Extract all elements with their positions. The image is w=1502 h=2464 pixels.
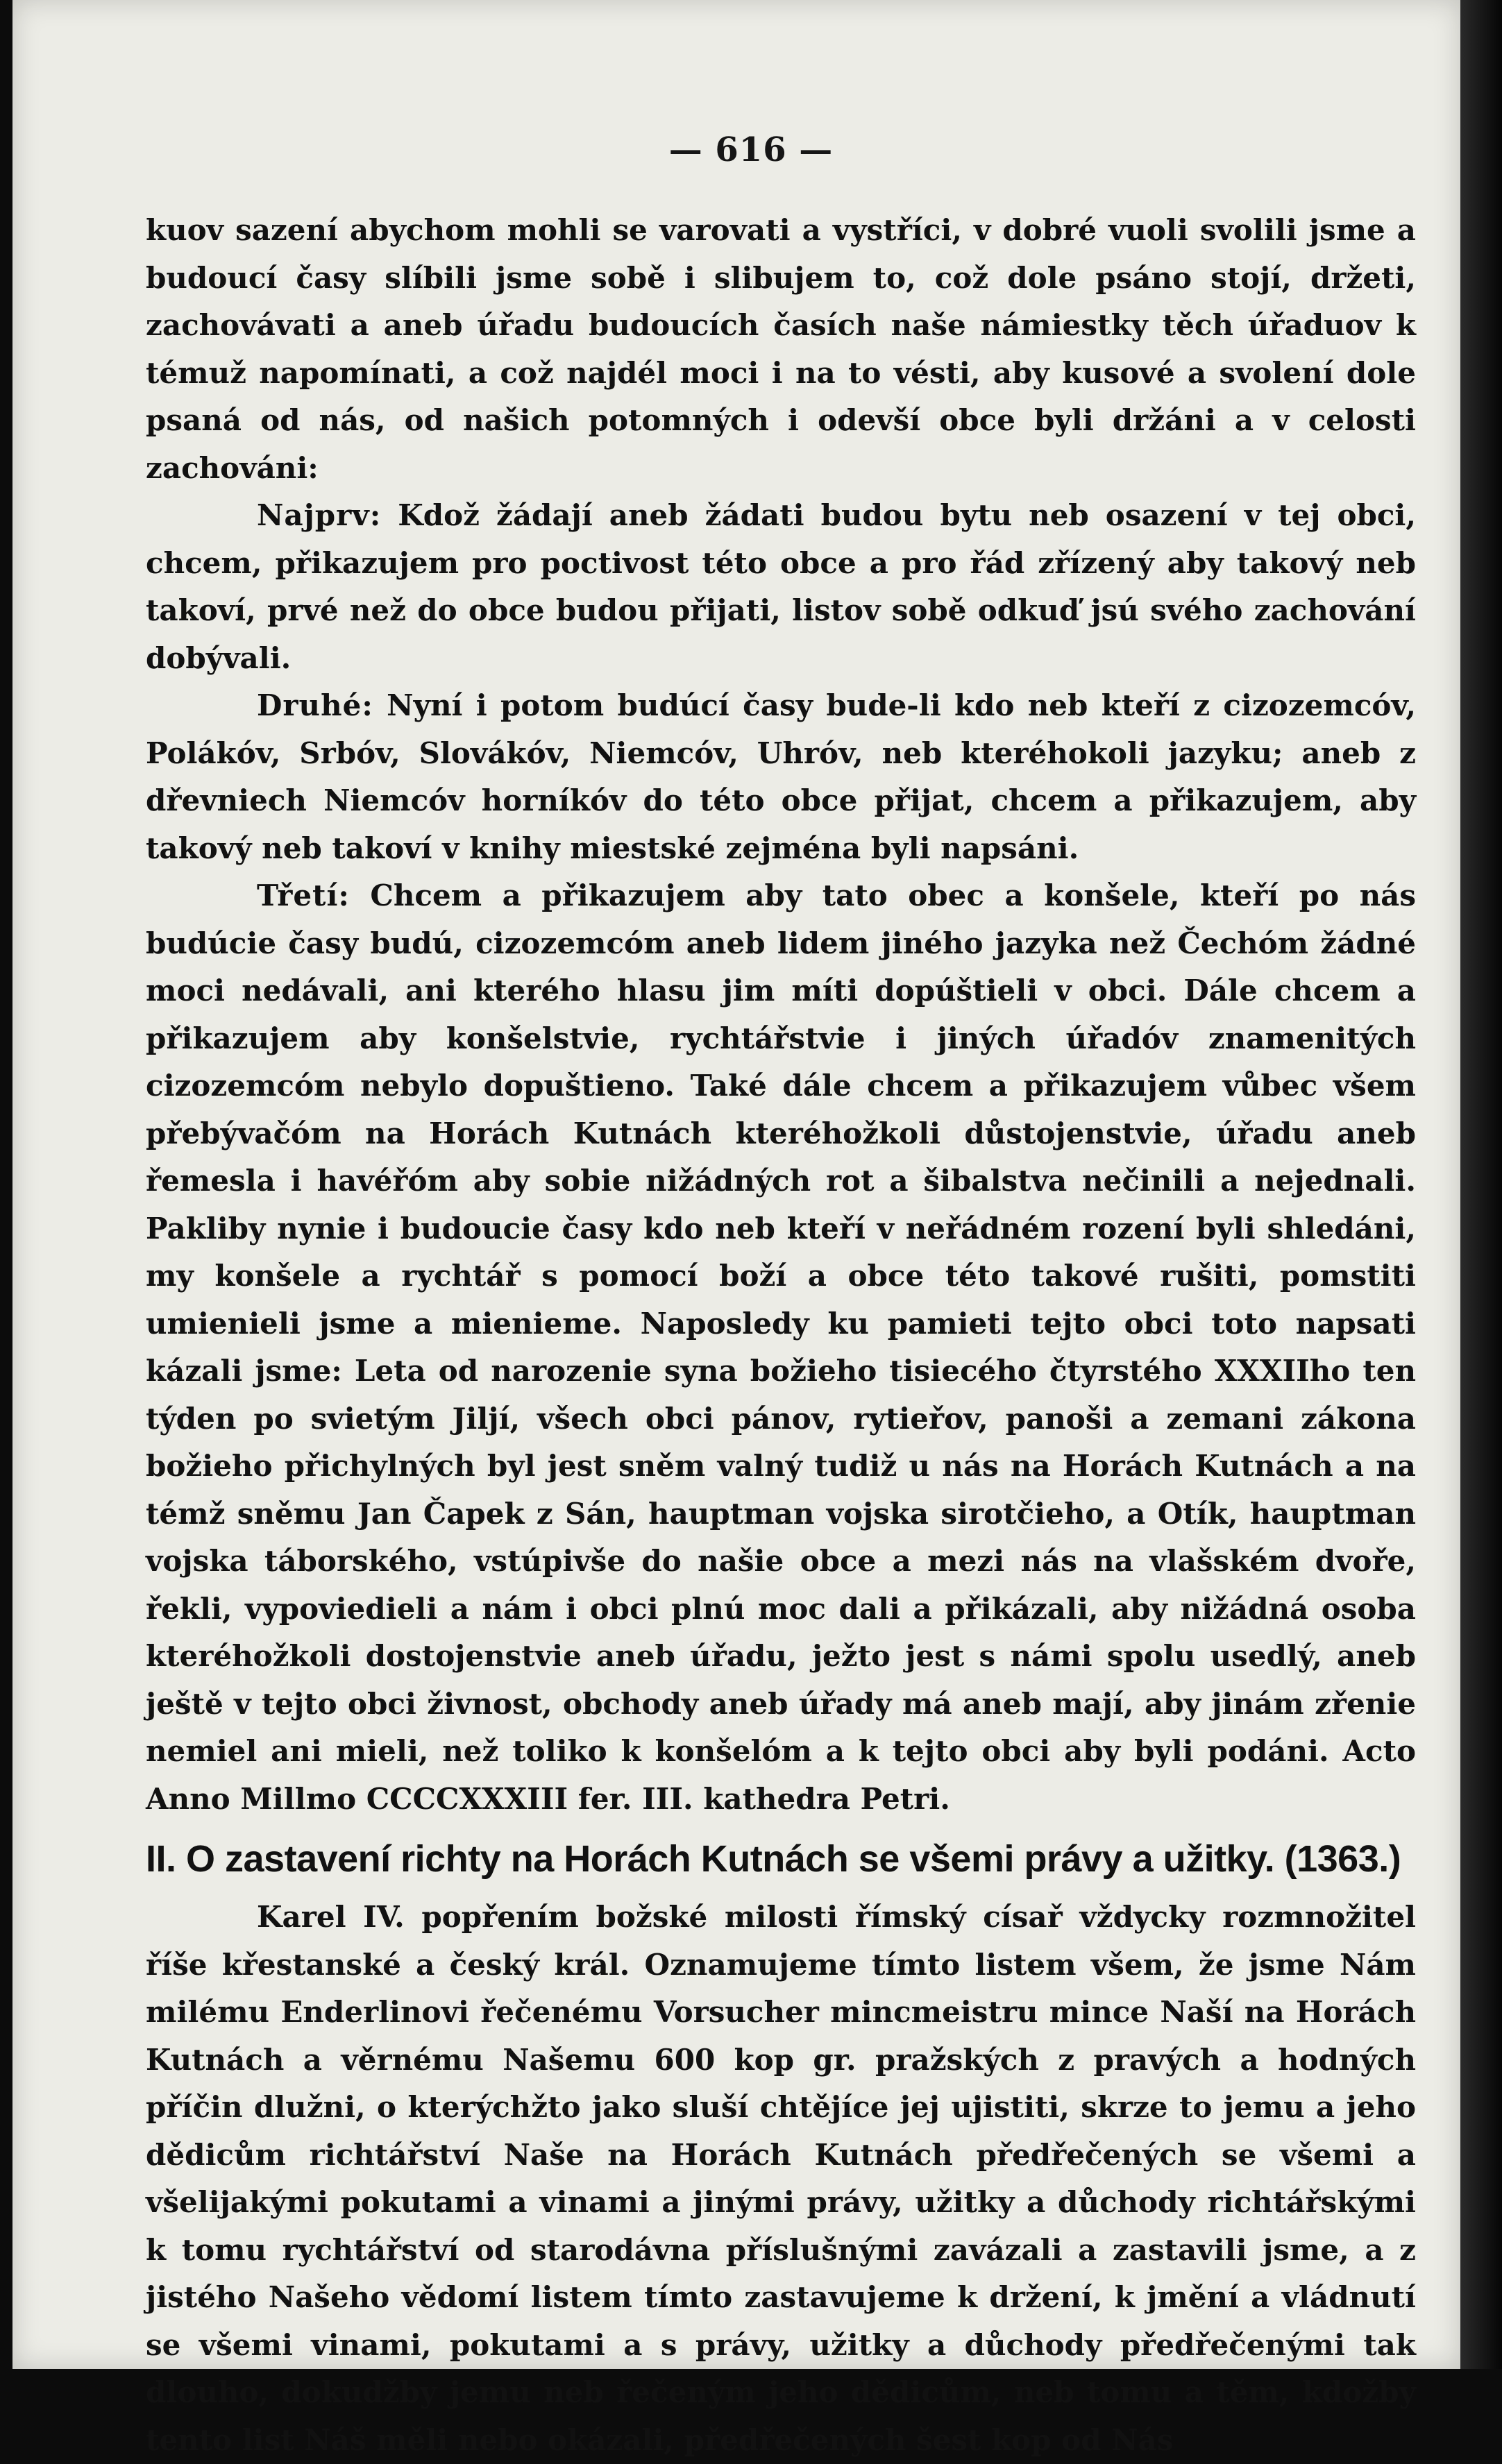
paragraph-lead: Najprv: bbox=[257, 498, 382, 532]
paragraph-lead: Třetí: bbox=[257, 878, 350, 912]
paragraph-text: Nyní i potom budúcí časy bude-li kdo neb kteří z cizozemcóv, Polákóv, Srbóv, Slovákóv, Niemcóv, Uhróv, neb kteréhokoli jazyku; aneb z dřevniech Niemcóv horníkóv do této obce přijat, chcem a přikazujem, aby takový neb takoví v knihy miestské zejména byli napsáni. bbox=[146, 688, 1417, 865]
paragraph-continuation bbox=[146, 207, 1416, 492]
paragraph-text: kuov sazení abychom mohli se varovati a vystříci, v dobré vuoli svolili jsme a budoucí časy slíbili jsme sobě i slibujem to, což dole psáno stojí, držeti, zachovávati a aneb úřadu budoucích časích naše námiestky těch úřaduov k témuž napomínati, a což najdél moci i na to vésti, aby kusové a svolení dole psaná od nás, od našich potomných i odevší obce byli držáni a v celosti zachováni: bbox=[146, 213, 1416, 485]
paragraph-najprv bbox=[146, 492, 1416, 682]
paragraph-text: Karel IV. popřením božské milosti římský císař vždycky rozmnožitel říše křestanské a český král. Oznamujeme tímto listem všem, že jsme Nám milému Enderlinovi řečenému Vorsucher mincmeistru mince Naší na Horách Kutnách a věrnému Našemu 600 kop gr. pražských z pravých a hodných příčin dlužni, o kterýchžto jako sluší chtějíce jej ujistiti, skrze to jemu a jeho dědicům richtářství Naše na Horách Kutnách předřečených se všemi a všelijakými pokutami a vinami a jinými právy, užitky a důchody richtářskými k tomu rychtářství od starodávna příslušnými zavázali a zastavili jsme, a z jistého Našeho vědomí listem tímto zastavujeme k držení, k jmění a vládnutí se všemi vinami, pokutami a s právy, užitky a důchody předřečenými tak dlouho, dokudžby jemu neb řečeným jeho dědicům, neb tomu a těm, kdožby tento list Náš měli nebo okázali, předřečených šest kop od Nás bbox=[146, 1900, 1416, 2457]
paragraph-treti bbox=[146, 872, 1416, 1823]
paragraph-text: Chcem a přikazujem aby tato obec a konšele, kteří po nás budúcie časy budú, cizozemcóm aneb lidem jiného jazyka než Čechóm žádné moci nedávali, ani kterého hlasu jim míti dopúštieli v obci. Dále chcem a přikazujem aby konšelstvie, rychtářstvie i jiných úřadóv znamenitých cizozemcóm nebylo dopuštieno. Také dále chcem a přikazujem vůbec všem přebývačóm na Horách Kutnách kteréhožkoli důstojenstvie, úřadu aneb řemesla i havéřóm aby sobie nižádných rot a šibalstva nečinili a nejednali. Pakliby nynie i budoucie časy kdo neb kteří v neřádném rození byli shledáni, my konšele a rychtář s pomocí boží a obce této takové rušiti, pomstiti umienieli jsme a mienieme. Naposledy ku pamieti tejto obci toto napsati kázali jsme: Leta od narozenie syna božieho tisiecého čtyrstého XXXIIho ten týden po svietým Jiljí, všech obci pánov, rytieřov, panoši a zemani zákona božieho přichylných byl jest sněm valný tudiž u nás na Horách Kutnách a na témž sněmu Jan Čapek z Sán, hauptman vojska sirotčieho, a Otík, hauptman vojska táborského, vstúpivše do našie obce a mezi nás na vlašském dvoře, řekli, vypoviedieli a nám i obci plnú moc dali a přikázali, aby nižádná osoba kteréhožkoli dostojenstvie aneb úřadu, ježto jest s námi spolu usedlý, aneb ještě v tejto obci živnost, obchody aneb úřady má aneb mají, aby jinám zřenie nemiel ani mieli, než toliko k konšelóm a k tejto obci aby byli podáni. Acto Anno Millmo CCCCXXXIII fer. III. kathedra Petri. bbox=[146, 878, 1417, 1816]
paragraph-druhe bbox=[146, 682, 1416, 872]
page-edge-shadow bbox=[1460, 0, 1502, 2369]
section-heading: II. O zastavení richty na Horách Kutnách se všemi právy a užitky. (1363.) bbox=[146, 1838, 1401, 1880]
paragraph-lead: Druhé: bbox=[257, 688, 373, 722]
page-number: — 616 — bbox=[668, 130, 834, 169]
document-body bbox=[146, 207, 1416, 2464]
paragraph-text: Kdož žádají aneb žádati budou bytu neb osazení v tej obci, chcem, přikazujem pro poctivost této obce a pro řád zřízený aby takový neb takoví, prvé než do obce budou přijati, listov sobě odkuď jsú svého zachování dobývali. bbox=[146, 498, 1417, 675]
paragraph-charter bbox=[146, 1894, 1416, 2464]
